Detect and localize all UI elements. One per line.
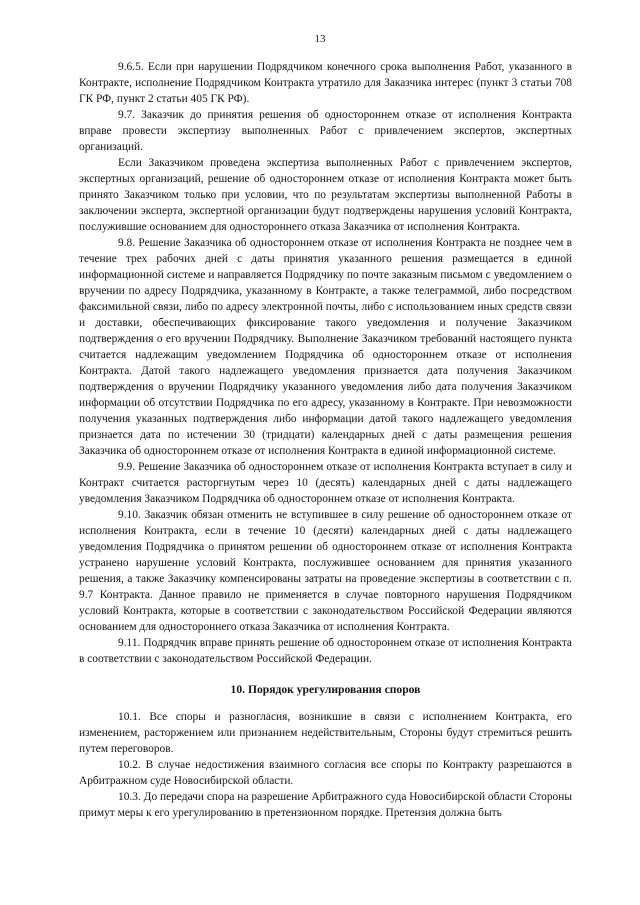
paragraph-9-7-expertise: Если Заказчиком проведена экспертиза выполненных Работ с привлечением экспертов, экспертных организаций, решение об одностороннем отказе от исполнения Контракта может быть принято Заказчиком только при условии, что по результатам экспертизы выполненной Работы в заключении эксперта, экспертной организации будут подтверждены нарушения условий Контракта, послужившие основанием для одностороннего отказа Заказчика от исполнения Контракта.: [79, 157, 572, 233]
paragraph-10-1: 10.1. Все споры и разногласия, возникшие в связи с исполнением Контракта, его изменением, расторжением или признанием недействительным, Стороны будут стремиться решить путем переговоров.: [79, 711, 572, 755]
paragraph-10-3: 10.3. До передачи спора на разрешение Арбитражного суда Новосибирской области Стороны примут меры к его урегулированию в претензионном порядке. Претензия должна быть: [79, 791, 572, 819]
paragraph-9-10: 9.10. Заказчик обязан отменить не вступившее в силу решение об одностороннем отказе от исполнения Контракта, если в течение 10 (десяти) календарных дней с даты надлежащего уведомления Подрядчика о принятом решении об одностороннем отказе от исполнения Контракта устранено нарушение условий Контракта, послужившее основанием для принятия указанного решения, а также Заказчику компенсированы затраты на проведение экспертизы в соответствии с п. 9.7 Контракта. Данное правило не применяется в случае повторного нарушения Подрядчиком условий Контракта, которые в соответствии с законодательством Российской Федерации являются основанием для одностороннего отказа Заказчика от исполнения Контракта.: [79, 509, 572, 633]
paragraph-9-8: 9.8. Решение Заказчика об одностороннем отказе от исполнения Контракта не позднее чем в течение трех рабочих дней с даты принятия указанного решения размещается в единой информационной системе и направляется Подрядчику по почте заказным письмом с уведомлением о вручении по адресу Подрядчика, указанному в Контракте, а также телеграммой, либо посредством факсимильной связи, либо по адресу электронной почты, либо с использованием иных средств связи и доставки, обеспечивающих фиксирование такого уведомления и получение Заказчиком подтверждения о его вручении Подрядчику. Выполнение Заказчиком требований настоящего пункта считается надлежащим уведомлением Подрядчика об одностороннем отказе от исполнения Контракта. Датой такого надлежащего уведомления признается дата получения Заказчиком подтверждения о вручении Подрядчику указанного уведомления либо дата получения Заказчиком информации об отсутствии Подрядчика по его адресу, указанному в Контракте. При невозможности получения указанных подтверждения либо информации датой такого надлежащего уведомления признается дата по истечении 30 (тридцати) календарных дней с даты размещения решения Заказчика об одностороннем отказе от исполнения Контракта в единой информационной системе.: [79, 237, 572, 457]
paragraph-9-9: 9.9. Решение Заказчика об одностороннем отказе от исполнения Контракта вступает в силу и Контракт считается расторгнутым через 10 (десять) календарных дней с даты надлежащего уведомления Заказчиком Подрядчика об одностороннем отказе от исполнения Контракта.: [79, 461, 572, 505]
paragraph-10-2: 10.2. В случае недостижения взаимного согласия все споры по Контракту разрешаются в Арбитражном суде Новосибирской области.: [79, 759, 572, 787]
paragraph-9-6-5: 9.6.5. Если при нарушении Подрядчиком конечного срока выполнения Работ, указанного в Контракте, исполнение Подрядчиком Контракта утратило для Заказчика интерес (пункт 3 статьи 708 ГК РФ, пункт 2 статьи 405 ГК РФ).: [79, 61, 572, 105]
section-title: 10. Порядок урегулирования споров: [230, 683, 421, 696]
paragraph-9-7: 9.7. Заказчик до принятия решения об одностороннем отказе от исполнения Контракта вправе провести экспертизу выполненных Работ с привлечением экспертов, экспертных организаций.: [79, 109, 572, 153]
document-body: [79, 59, 572, 821]
paragraph-9-11: 9.11. Подрядчик вправе принять решение об одностороннем отказе от исполнения Контракта в соответствии с законодательством Российской Федерации.: [79, 637, 572, 665]
page-number: 13: [314, 33, 326, 45]
